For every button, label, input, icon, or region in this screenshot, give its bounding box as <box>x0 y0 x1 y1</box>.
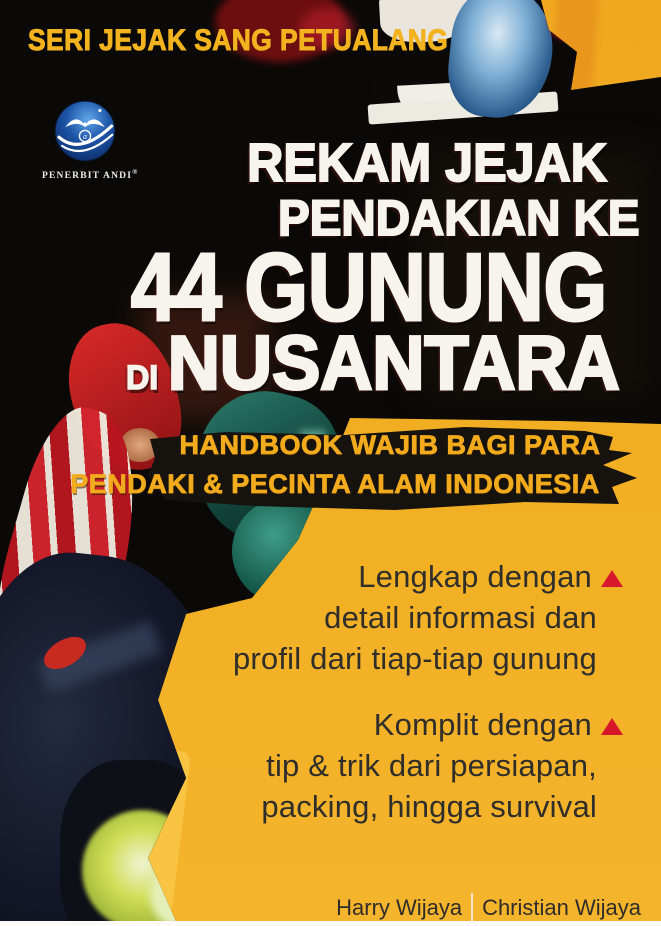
red-triangle-icon <box>601 718 623 735</box>
benefit-line: profil dari tiap-tiap gunung <box>232 641 597 676</box>
title-line-4-prefix: DI <box>126 359 159 397</box>
benefit-heading <box>233 556 623 597</box>
scan-edge <box>0 921 661 926</box>
author-name: Christian Wijaya <box>482 895 641 920</box>
series-title: SERI JEJAK SANG PETUALANG <box>28 24 449 57</box>
title-line-4-main: NUSANTARA <box>168 321 620 406</box>
grass-blur <box>82 810 202 926</box>
benefit-heading <box>261 704 623 745</box>
title-line-1: REKAM JEJAK <box>247 133 607 193</box>
publisher-name <box>42 168 139 182</box>
title-line-2: PENDAKIAN KE <box>278 190 640 246</box>
author-divider <box>471 893 473 923</box>
benefit-block-1 <box>233 556 623 679</box>
red-triangle-icon <box>601 570 623 587</box>
svg-text:a: a <box>82 132 88 142</box>
benefit-line: detail informasi dan <box>324 600 597 635</box>
benefit-line: tip & trik dari persiapan, <box>266 748 597 783</box>
title-line-3: 44 GUNUNG <box>130 234 607 341</box>
title-line-4 <box>126 321 620 406</box>
author-name: Harry Wijaya <box>336 895 463 920</box>
publisher-dove-icon <box>54 100 116 162</box>
benefit-heading-text: Lengkap dengan <box>358 559 592 594</box>
authors-row <box>336 893 641 923</box>
benefit-line: packing, hingga survival <box>261 789 597 824</box>
benefit-block-2 <box>261 704 623 827</box>
publisher-logo <box>42 100 139 182</box>
subtitle-banner-line-1: HANDBOOK WAJIB BAGI PARA <box>179 430 601 460</box>
subtitle-banner-line-2: PENDAKI & PECINTA ALAM INDONESIA <box>70 469 600 499</box>
registered-mark: ® <box>132 168 139 176</box>
benefit-heading-text: Komplit dengan <box>373 707 592 742</box>
publisher-name-text: PENERBIT ANDI <box>42 171 133 182</box>
